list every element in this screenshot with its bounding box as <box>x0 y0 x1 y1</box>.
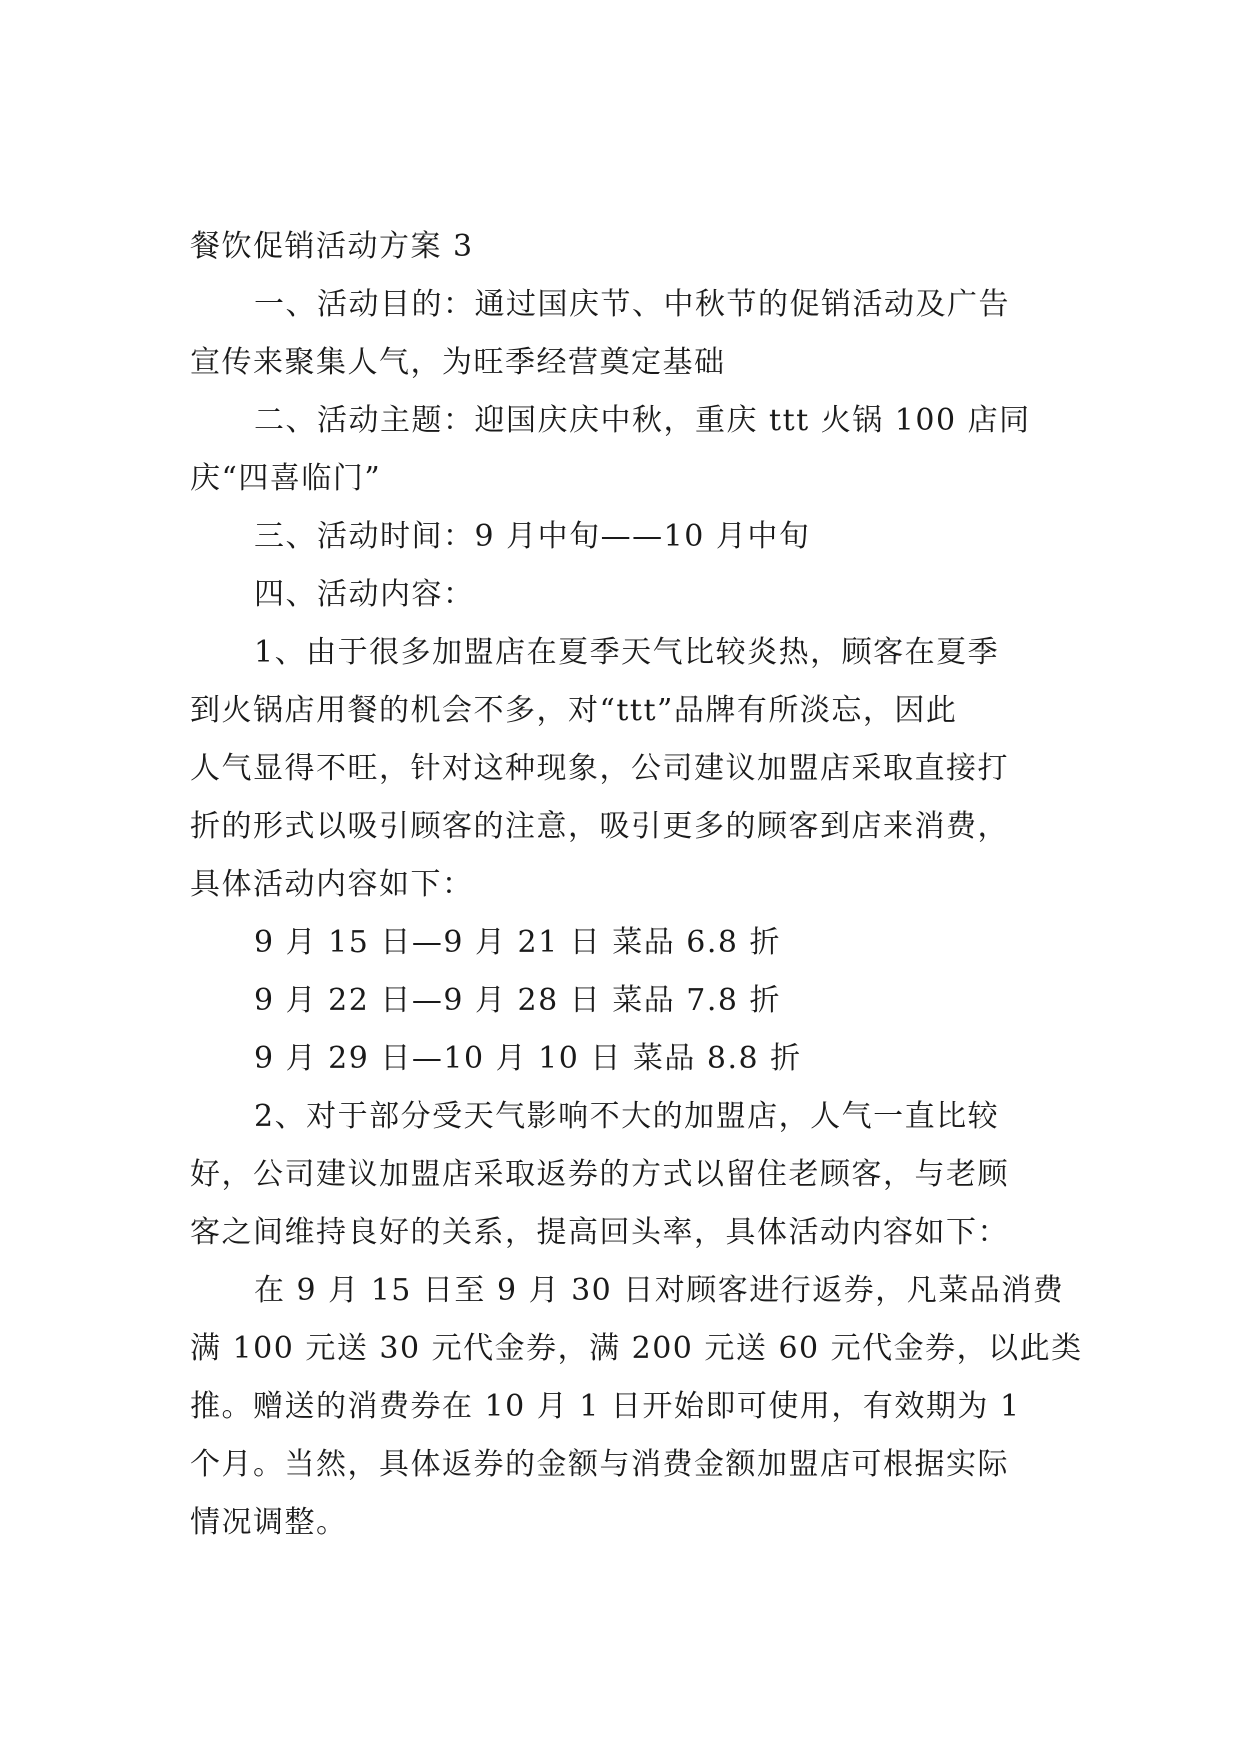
paragraph-content-heading <box>190 566 1060 624</box>
text-line: 客之间维持良好的关系，提高回头率，具体活动内容如下： <box>190 1215 1009 1250</box>
paragraph-time <box>190 508 1060 566</box>
text-line: 9 月 22 日—9 月 28 日 菜品 7.8 折 <box>254 983 782 1018</box>
text-line: 在 9 月 15 日至 9 月 30 日对顾客进行返券，凡菜品消费 <box>254 1273 1065 1308</box>
text-line: 三、活动时间：9 月中旬——10 月中旬 <box>254 519 811 554</box>
text-line: 1、由于很多加盟店在夏季天气比较炎热，顾客在夏季 <box>254 635 1000 670</box>
text-line: 宣传来聚集人气，为旺季经营奠定基础 <box>190 345 726 380</box>
paragraph-theme <box>190 392 1060 508</box>
text-line: 个月。当然，具体返券的金额与消费金额加盟店可根据实际 <box>190 1447 1009 1482</box>
text-line: 具体活动内容如下： <box>190 867 474 902</box>
paragraph-purpose <box>190 276 1060 392</box>
text-line: 2、对于部分受天气影响不大的加盟店，人气一直比较 <box>254 1099 1000 1134</box>
text-line: 推。赠送的消费券在 10 月 1 日开始即可使用，有效期为 1 <box>190 1389 1021 1424</box>
text-line: 四、活动内容： <box>254 577 475 612</box>
paragraph-item-1 <box>190 624 1060 914</box>
text-line: 一、活动目的：通过国庆节、中秋节的促销活动及广告 <box>254 287 1010 322</box>
text-line: 人气显得不旺，针对这种现象，公司建议加盟店采取直接打 <box>190 751 1009 786</box>
text-line: 9 月 29 日—10 月 10 日 菜品 8.8 折 <box>254 1041 802 1076</box>
text-line: 折的形式以吸引顾客的注意，吸引更多的顾客到店来消费， <box>190 809 1009 844</box>
discount-line-2 <box>190 972 1060 1030</box>
paragraph-coupon <box>190 1262 1083 1552</box>
discount-line-1 <box>190 914 1060 972</box>
discount-line-3 <box>190 1030 1060 1088</box>
text-line: 庆“四喜临门” <box>190 461 382 496</box>
document-title: 餐饮促销活动方案 3 <box>190 229 474 264</box>
text-line: 情况调整。 <box>190 1505 348 1540</box>
text-line: 到火锅店用餐的机会不多，对“ttt”品牌有所淡忘，因此 <box>190 693 958 728</box>
text-line: 满 100 元送 30 元代金券，满 200 元送 60 元代金券，以此类 <box>190 1331 1083 1366</box>
paragraph-item-2 <box>190 1088 1060 1262</box>
text-line: 二、活动主题：迎国庆庆中秋，重庆 ttt 火锅 100 店同 <box>254 403 1031 438</box>
document-body <box>190 218 1083 1552</box>
text-line: 好，公司建议加盟店采取返券的方式以留住老顾客，与老顾 <box>190 1157 1009 1192</box>
text-line: 9 月 15 日—9 月 21 日 菜品 6.8 折 <box>254 925 782 960</box>
